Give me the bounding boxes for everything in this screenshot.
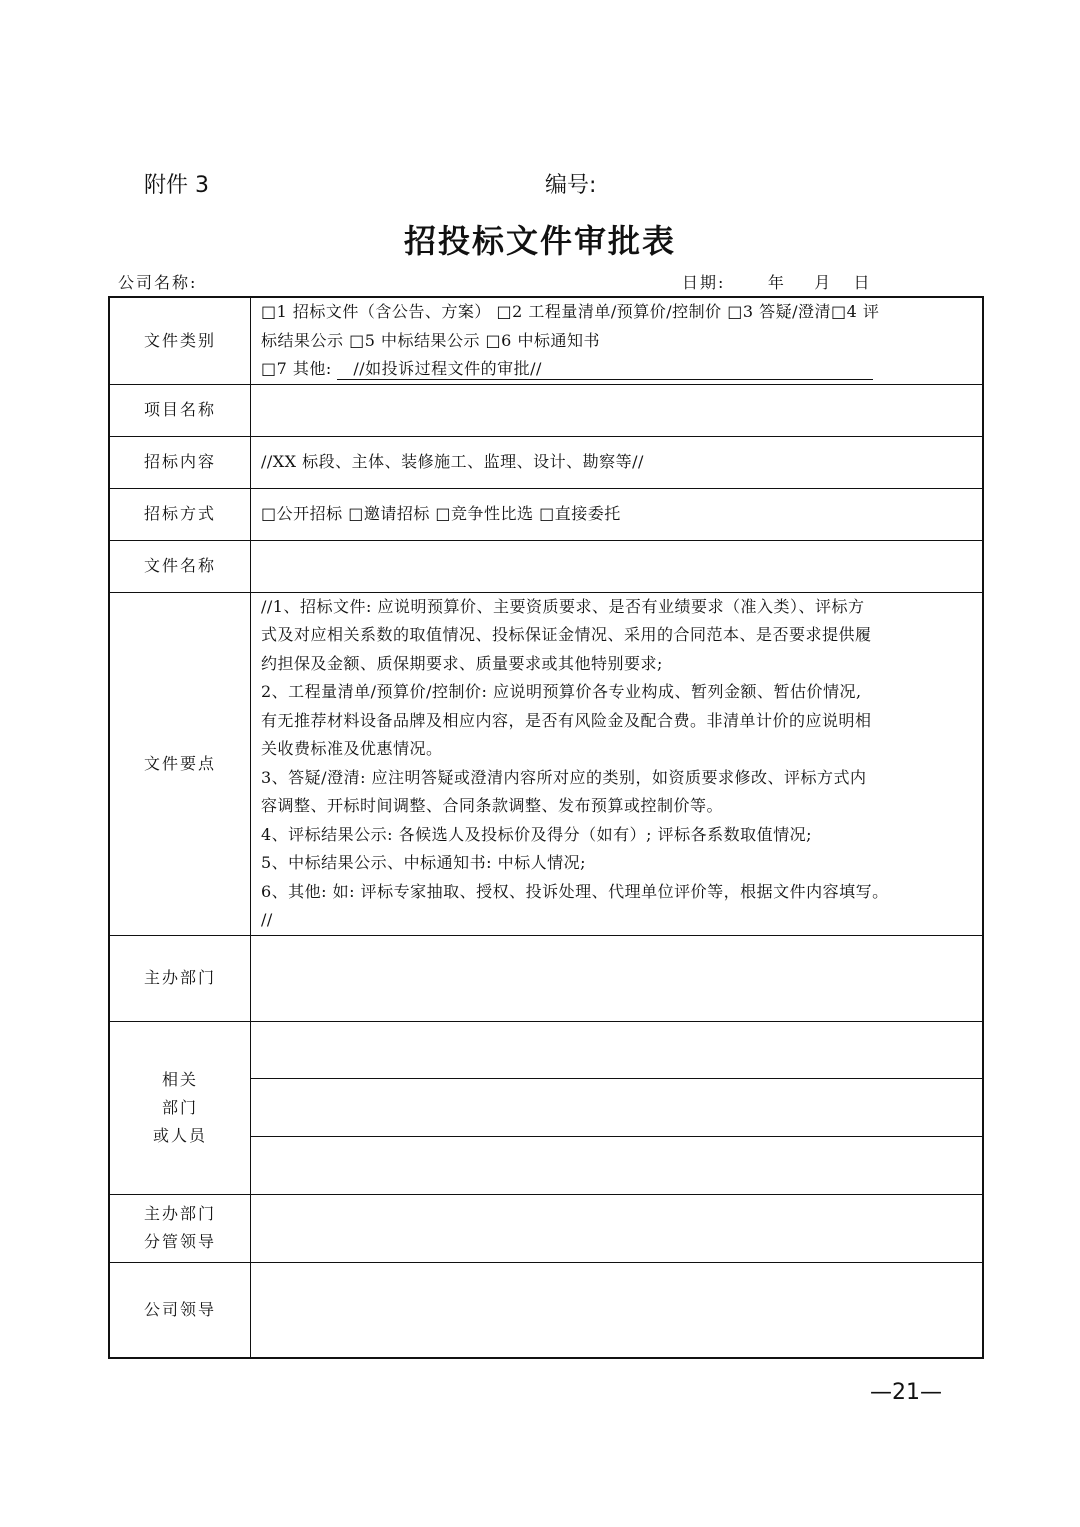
row-host-dept [109,935,983,1021]
company-leader-label: 公司领导 [109,1262,251,1358]
row-company-leader [109,1262,983,1358]
file-name-field[interactable] [251,540,984,592]
key-points-field[interactable] [251,592,984,935]
serial-number-label: 编号: [545,173,597,198]
tender-content-field[interactable]: //XX 标段、主体、装修施工、监理、设计、勘察等// [251,436,984,488]
key-points-line: 容调整、开标时间调整、合同条款调整、发布预算或控制价等。 [261,796,724,815]
host-leader-label-line: 主办部门 [143,1204,216,1223]
key-points-line: 4、评标结果公示: 各候选人及投标价及得分（如有）; 评标各系数取值情况; [261,824,813,844]
host-leader-label [109,1194,251,1262]
project-name-label: 项目名称 [109,384,251,436]
tender-method-label: 招标方式 [109,488,251,540]
file-category-options[interactable] [251,297,984,384]
row-tender-content [109,436,983,488]
key-points-line: //1、招标文件: 应说明预算价、主要资质要求、是否有业绩要求（准入类）、评标方 [261,596,865,616]
row-key-points [109,592,983,935]
date-label: 日期: 年 月 日 [682,273,872,292]
tender-content-label: 招标内容 [109,436,251,488]
page-title: 招投标文件审批表 [403,222,676,260]
page-number: —21— [870,1380,942,1405]
host-leader-label-line: 分管领导 [143,1232,216,1251]
tender-method-options[interactable]: □公开招标 □邀请招标 □竞争性比选 □直接委托 [251,488,984,540]
key-points-line: 3、答疑/澄清: 应注明答疑或澄清内容所对应的类别，如资质要求修改、评标方式内 [261,767,867,787]
key-points-line: 式及对应相关系数的取值情况、投标保证金情况、采用的合同范本、是否要求提供履 [261,625,872,644]
key-points-line: 2、工程量清单/预算价/控制价: 应说明预算价各专业构成、暂列金额、暂估价情况, [261,682,862,701]
related-field-2[interactable] [251,1078,984,1136]
host-dept-field[interactable] [251,935,984,1021]
file-category-line-3 [261,355,974,384]
related-label-line: 部门 [161,1097,198,1117]
related-label-line: 或人员 [152,1125,207,1145]
approval-form-table [108,296,984,1359]
related-field-3[interactable] [251,1136,984,1194]
row-host-leader [109,1194,983,1262]
project-name-field[interactable] [251,384,984,436]
row-related-1 [109,1021,983,1078]
row-project-name [109,384,983,436]
attachment-label: 附件 3 [144,173,209,198]
host-dept-label: 主办部门 [109,935,251,1021]
row-file-category [109,297,983,384]
key-points-line: 约担保及金额、质保期要求、质量要求或其他特别要求; [261,653,663,673]
other-option-field[interactable]: //如投诉过程文件的审批// [337,359,873,380]
related-label-line: 相关 [161,1069,198,1089]
file-name-label: 文件名称 [109,540,251,592]
key-points-label: 文件要点 [109,592,251,935]
key-points-line: 6、其他: 如: 评标专家抽取、授权、投诉处理、代理单位评价等，根据文件内容填写。 [261,881,889,901]
related-label [109,1021,251,1194]
company-leader-field[interactable] [251,1262,984,1358]
file-category-label: 文件类别 [109,297,251,384]
file-category-line-2: 标结果公示 □5 中标结果公示 □6 中标通知书 [261,330,600,350]
key-points-line: // [261,910,273,929]
file-category-line-1: □1 招标文件（含公告、方案） □2 工程量清单/预算价/控制价 □3 答疑/澄清□4 评 [261,302,880,321]
key-points-line: 5、中标结果公示、中标通知书: 中标人情况; [261,853,587,872]
row-file-name [109,540,983,592]
row-tender-method [109,488,983,540]
key-points-line: 关收费标准及优惠情况。 [261,739,443,758]
key-points-line: 有无推荐材料设备品牌及相应内容，是否有风险金及配合费。非清单计价的应说明相 [261,710,872,730]
company-name-label: 公司名称: [118,273,198,292]
related-field-1[interactable] [251,1021,984,1078]
other-option-label: □7 其他: [261,359,332,378]
host-leader-field[interactable] [251,1194,984,1262]
